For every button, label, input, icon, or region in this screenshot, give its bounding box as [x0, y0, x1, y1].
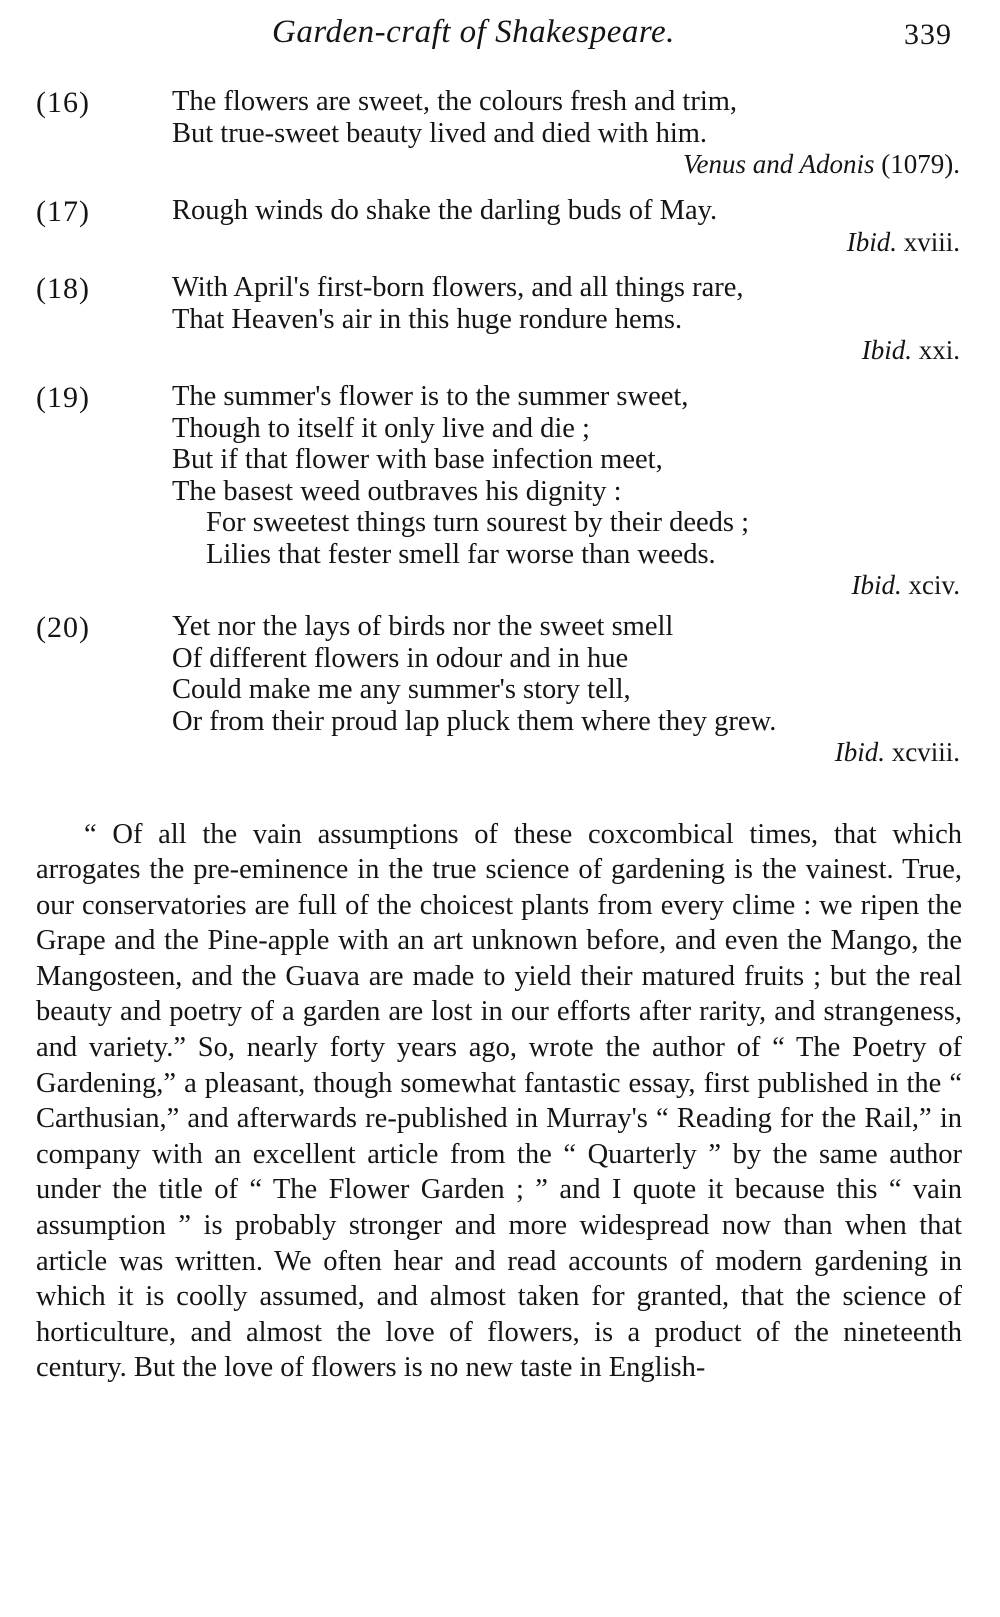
verse-line: Though to itself it only live and die ; [172, 412, 590, 444]
verse-line: That Heaven's air in this huge rondure hems. [172, 303, 683, 335]
citation [172, 737, 962, 768]
verse-line: Or from their proud lap pluck them where they grew. [172, 705, 777, 737]
citation-source: Ibid. [846, 226, 897, 257]
citation-source: Ibid. [851, 570, 902, 600]
body-paragraph: “ Of all the vain assumptions of these coxcombical times, that which arrogates the pre-eminence in the true science of gardening is the vainest. True, our conservatories are full of the choicest plants from every clime : we ripen the Grape and the Pine-apple with an art unknown before, and even the Mango, the Mangosteen, and the Guava are made to yield their matured fruits ; but the real beauty and poetry of a garden are lost in our efforts after rarity, and strangeness, and variety.” So, nearly forty years ago, wrote the author of “ The Poetry of Gardening,” a pleasant, though somewhat fantastic essay, first published in the “ Carthusian,” and afterwards re-published in Murray's “ Reading for the Rail,” in company with an excellent article from the “ Quarterly ” by the same author under the title of “ The Flower Garden ; ” and I quote it because this “ vain assumption ” is probably stronger and more widespread now than when that article was written. We often hear and read accounts of modern gardening in which it is coolly assumed, and almost taken for granted, that the science of horticulture, and almost the love of flowers, is a product of the nineteenth century. But the love of flowers is no new taste in English- [36, 818, 962, 1384]
verse-line: But if that flower with base infection meet, [172, 444, 663, 475]
citation [172, 227, 962, 258]
verse-block [172, 381, 962, 601]
citation-ref: xcviii. [885, 737, 960, 767]
page-number: 339 [904, 18, 952, 51]
citation-source: Venus and Adonis [683, 149, 875, 179]
entry-number: (17) [36, 195, 90, 228]
verse-line: Lilies that fester smell far worse than weeds. [206, 538, 716, 570]
verse-block [172, 272, 962, 366]
verse-line: Rough winds do shake the darling buds of May. [172, 195, 718, 226]
running-title: Garden-craft of Shakespeare. [272, 14, 675, 50]
citation [172, 570, 962, 601]
verse-line: The summer's flower is to the summer sweet, [172, 381, 689, 412]
verse-line: For sweetest things turn sourest by their deeds ; [206, 507, 750, 538]
citation [172, 335, 962, 366]
verse-line: With April's first-born flowers, and all things rare, [172, 272, 744, 303]
verse-line: But true-sweet beauty lived and died with him. [172, 117, 708, 149]
citation-source: Ibid. [861, 335, 912, 365]
citation [172, 149, 962, 180]
citation-ref: xciv. [901, 570, 960, 600]
verse-line: Yet nor the lays of birds nor the sweet smell [172, 611, 674, 642]
citation-source: Ibid. [834, 737, 885, 767]
verse-line: Of different flowers in odour and in hue [172, 642, 629, 674]
citation-ref: xviii. [896, 226, 960, 257]
verse-block [172, 611, 962, 768]
verse-block [172, 195, 962, 258]
entry-number: (16) [36, 86, 90, 119]
citation-ref: (1079). [874, 149, 960, 179]
running-head [0, 14, 1000, 58]
entry-number: (19) [36, 381, 90, 414]
verse-line: Could make me any summer's story tell, [172, 674, 631, 705]
citation-ref: xxi. [911, 335, 960, 365]
verse-block [172, 86, 962, 180]
verse-line: The flowers are sweet, the colours fresh and trim, [172, 86, 738, 117]
entry-number: (18) [36, 272, 90, 305]
verse-line: The basest weed outbraves his dignity : [172, 475, 622, 507]
entry-number: (20) [36, 611, 90, 644]
